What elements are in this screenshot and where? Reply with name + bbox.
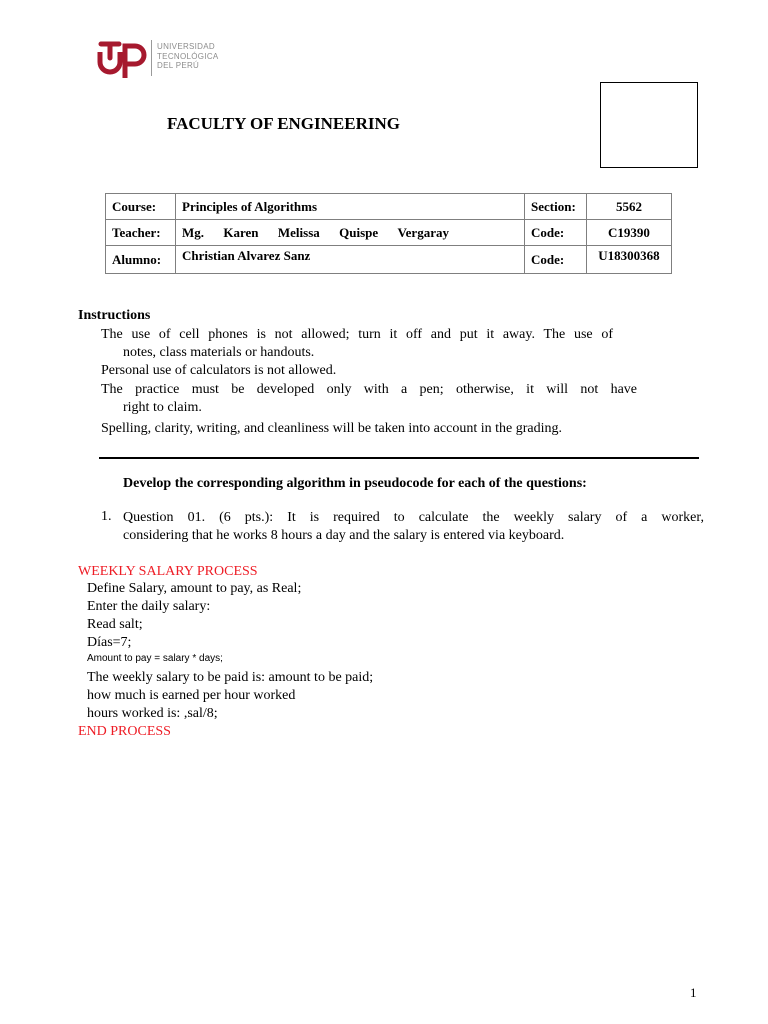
- code-line: Enter the daily salary:: [87, 599, 211, 614]
- teacher-value: [176, 220, 525, 246]
- instruction-item-2: [101, 362, 336, 380]
- instruction-text: Personal use of calculators is not allowed.: [101, 363, 337, 378]
- code-line: The weekly salary to be paid is: amount to be paid;: [87, 670, 374, 685]
- code-line: how much is earned per hour worked: [87, 688, 296, 703]
- instruction-item-4: [101, 420, 562, 438]
- code-line-small: Amount to pay = salary * days;: [87, 653, 223, 664]
- teacher-label: Teacher:: [106, 220, 176, 246]
- task-heading: Develop the corresponding algorithm in pseudocode for each of the questions:: [123, 476, 587, 491]
- logo-line-3: DEL PERÚ: [157, 61, 200, 70]
- section-value: 5562: [587, 194, 672, 220]
- instruction-text: The use of cell phones is not allowed; turn it off and put it away. The use of: [101, 327, 613, 342]
- teacher-word: Karen: [223, 224, 259, 240]
- photo-box: [600, 82, 698, 168]
- teacher-word: Melissa: [277, 224, 320, 240]
- instruction-text: The practice must be developed only with a pen; otherwise, it will not have: [101, 382, 637, 397]
- logo-line-1: UNIVERSIDAD: [157, 42, 215, 51]
- code-line: Read salt;: [87, 617, 143, 632]
- question-line-2: considering that he works 8 hours a day and the salary is entered via keyboard.: [123, 528, 565, 543]
- code-label: Code:: [525, 246, 587, 274]
- instruction-item-1-cont: notes, class materials or handouts.: [123, 345, 315, 360]
- teacher-word: Quispe: [339, 224, 379, 240]
- teacher-word: Mg.: [182, 224, 205, 240]
- logo-line-2: TECNOLÓGICA: [157, 51, 219, 61]
- code-line: hours worked is: ,sal/8;: [87, 706, 218, 721]
- instruction-item-3: [101, 381, 637, 399]
- question-number: 1.: [101, 509, 112, 524]
- instruction-text: Spelling, clarity, writing, and cleanliness will be taken into account in the grading.: [101, 421, 562, 436]
- faculty-title: FACULTY OF ENGINEERING: [167, 114, 400, 133]
- course-label: Course:: [106, 194, 176, 220]
- utp-logo-icon: [97, 38, 147, 80]
- code-line: Define Salary, amount to pay, as Real;: [87, 581, 302, 596]
- instructions-title: Instructions: [78, 308, 151, 323]
- instruction-item-3-cont: right to claim.: [123, 400, 202, 415]
- logo-divider: [151, 40, 152, 76]
- alumno-code-value: U18300368: [587, 246, 672, 274]
- course-row: [106, 194, 672, 220]
- section-divider: [99, 457, 699, 459]
- teacher-word: Vergaray: [397, 224, 449, 240]
- section-label: Section:: [525, 194, 587, 220]
- instruction-item-1: [101, 326, 613, 344]
- student-info-table: [105, 193, 672, 274]
- alumno-row: [106, 246, 672, 274]
- alumno-value: Christian Alvarez Sanz: [176, 246, 525, 274]
- code-line: Días=7;: [87, 635, 132, 650]
- university-logo: [97, 38, 237, 82]
- code-label: Code:: [525, 220, 587, 246]
- process-start: WEEKLY SALARY PROCESS: [78, 564, 258, 579]
- logo-text: [157, 42, 219, 71]
- teacher-code-value: C19390: [587, 220, 672, 246]
- process-end: END PROCESS: [78, 724, 171, 739]
- teacher-row: [106, 220, 672, 246]
- question-line-1: Question 01. (6 pts.): It is required to calculate the weekly salary of a worker,: [123, 510, 704, 525]
- question-text: [123, 509, 704, 545]
- page-number: 1: [690, 985, 697, 1000]
- alumno-label: Alumno:: [106, 246, 176, 274]
- course-value: Principles of Algorithms: [176, 194, 525, 220]
